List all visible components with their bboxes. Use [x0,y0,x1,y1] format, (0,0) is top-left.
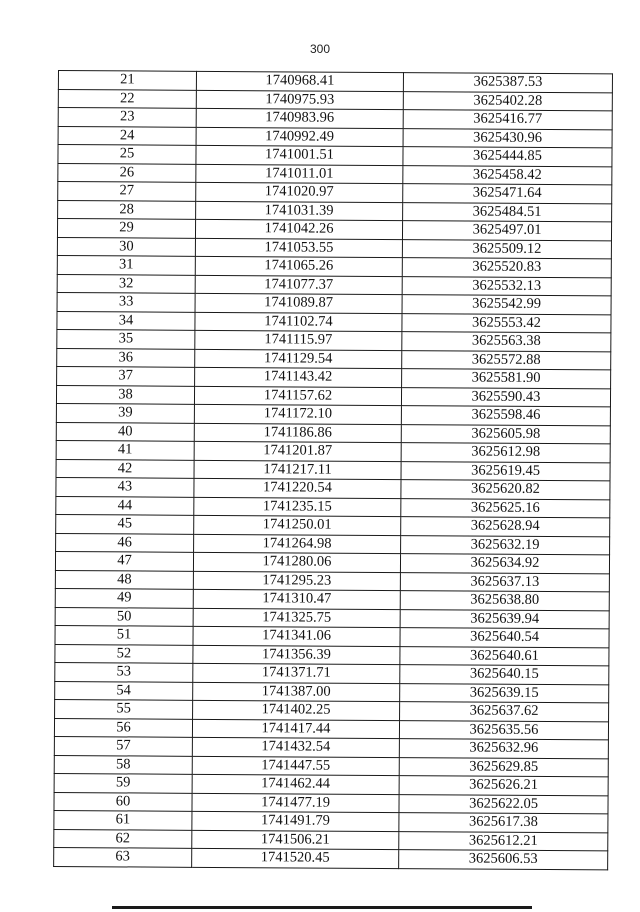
y-coordinate-cell: 3625458.42 [403,165,612,185]
point-number-cell: 38 [56,385,194,404]
y-coordinate-cell: 3625520.83 [402,258,611,278]
point-number-cell: 42 [56,459,194,478]
x-coordinate-cell: 1741280.06 [193,552,400,572]
y-coordinate-cell: 3625430.96 [403,128,612,148]
y-coordinate-cell: 3625640.15 [400,665,609,685]
y-coordinate-cell: 3625532.13 [402,276,611,296]
x-coordinate-cell: 1741447.55 [192,756,399,776]
x-coordinate-cell: 1741264.98 [194,534,401,554]
y-coordinate-cell: 3625640.54 [400,628,609,648]
y-coordinate-cell: 3625637.62 [400,702,609,722]
coordinates-table-body [54,71,613,870]
point-number-cell: 58 [54,755,192,774]
x-coordinate-cell: 1741129.54 [195,349,402,369]
point-number-cell: 45 [56,514,194,533]
y-coordinate-cell: 3625484.51 [403,202,612,222]
y-coordinate-cell: 3625628.94 [401,517,610,537]
point-number-cell: 37 [57,366,195,385]
x-coordinate-cell: 1741011.01 [196,164,403,184]
x-coordinate-cell: 1740983.96 [196,108,403,128]
x-coordinate-cell: 1741250.01 [194,515,401,535]
point-number-cell: 34 [57,311,195,330]
x-coordinate-cell: 1741115.97 [195,330,402,350]
point-number-cell: 61 [54,810,192,829]
point-number-cell: 36 [57,348,195,367]
x-coordinate-cell: 1741341.06 [193,626,400,646]
point-number-cell: 49 [55,588,193,607]
x-coordinate-cell: 1741031.39 [196,201,403,221]
y-coordinate-cell: 3625629.85 [399,757,608,777]
y-coordinate-cell: 3625638.80 [400,591,609,611]
point-number-cell: 62 [54,829,192,848]
point-number-cell: 51 [55,625,193,644]
y-coordinate-cell: 3625637.13 [400,572,609,592]
y-coordinate-cell: 3625402.28 [403,91,612,111]
x-coordinate-cell: 1740975.93 [196,90,403,110]
x-coordinate-cell: 1741186.86 [194,423,401,443]
x-coordinate-cell: 1741065.26 [195,256,402,276]
page-number: 300 [309,42,331,56]
point-number-cell: 52 [55,644,193,663]
y-coordinate-cell: 3625581.90 [402,369,611,389]
point-number-cell: 57 [54,736,192,755]
x-coordinate-cell: 1741371.71 [193,663,400,683]
y-coordinate-cell: 3625572.88 [402,350,611,370]
point-number-cell: 41 [56,440,194,459]
point-number-cell: 54 [55,681,193,700]
x-coordinate-cell: 1741220.54 [194,478,401,498]
x-coordinate-cell: 1741143.42 [195,367,402,387]
point-number-cell: 43 [56,477,194,496]
point-number-cell: 59 [54,773,192,792]
point-number-cell: 55 [55,699,193,718]
x-coordinate-cell: 1741053.55 [195,238,402,258]
point-number-cell: 39 [56,403,194,422]
y-coordinate-cell: 3625590.43 [401,387,610,407]
point-number-cell: 23 [58,108,196,127]
y-coordinate-cell: 3625612.98 [401,443,610,463]
coordinates-table [53,70,613,870]
point-number-cell: 28 [58,200,196,219]
y-coordinate-cell: 3625542.99 [402,295,611,315]
point-number-cell: 63 [54,847,192,866]
coordinates-table-wrapper [53,70,612,870]
x-coordinate-cell: 1741402.25 [193,700,400,720]
x-coordinate-cell: 1741157.62 [194,386,401,406]
point-number-cell: 31 [57,255,195,274]
x-coordinate-cell: 1741217.11 [194,460,401,480]
point-number-cell: 46 [56,533,194,552]
y-coordinate-cell: 3625632.19 [401,535,610,555]
y-coordinate-cell: 3625509.12 [402,239,611,259]
x-coordinate-cell: 1741042.26 [195,219,402,239]
x-coordinate-cell: 1740992.49 [196,127,403,147]
y-coordinate-cell: 3625612.21 [399,831,608,851]
x-coordinate-cell: 1741325.75 [193,608,400,628]
y-coordinate-cell: 3625387.53 [403,73,612,93]
x-coordinate-cell: 1741077.37 [195,275,402,295]
x-coordinate-cell: 1741001.51 [196,145,403,165]
x-coordinate-cell: 1741295.23 [193,571,400,591]
y-coordinate-cell: 3625626.21 [399,776,608,796]
x-coordinate-cell: 1741477.19 [192,793,399,813]
point-number-cell: 40 [56,422,194,441]
y-coordinate-cell: 3625471.64 [403,184,612,204]
x-coordinate-cell: 1741310.47 [193,589,400,609]
x-coordinate-cell: 1741356.39 [193,645,400,665]
point-number-cell: 35 [57,329,195,348]
point-number-cell: 25 [58,145,196,164]
point-number-cell: 56 [54,718,192,737]
y-coordinate-cell: 3625640.61 [400,646,609,666]
y-coordinate-cell: 3625497.01 [402,221,611,241]
y-coordinate-cell: 3625634.92 [400,554,609,574]
y-coordinate-cell: 3625416.77 [403,110,612,130]
x-coordinate-cell: 1741506.21 [192,830,399,850]
y-coordinate-cell: 3625617.38 [399,813,608,833]
y-coordinate-cell: 3625605.98 [401,424,610,444]
y-coordinate-cell: 3625444.85 [403,147,612,167]
x-coordinate-cell: 1740968.41 [196,71,403,91]
point-number-cell: 22 [58,89,196,108]
point-number-cell: 32 [57,274,195,293]
y-coordinate-cell: 3625553.42 [402,313,611,333]
y-coordinate-cell: 3625635.56 [399,720,608,740]
point-number-cell: 48 [55,570,193,589]
x-coordinate-cell: 1741201.87 [194,441,401,461]
y-coordinate-cell: 3625619.45 [401,461,610,481]
point-number-cell: 24 [58,126,196,145]
y-coordinate-cell: 3625639.94 [400,609,609,629]
x-coordinate-cell: 1741235.15 [194,497,401,517]
point-number-cell: 29 [57,219,195,238]
x-coordinate-cell: 1741172.10 [194,404,401,424]
point-number-cell: 26 [58,163,196,182]
y-coordinate-cell: 3625632.96 [399,739,608,759]
x-coordinate-cell: 1741020.97 [196,182,403,202]
x-coordinate-cell: 1741417.44 [192,719,399,739]
point-number-cell: 60 [54,792,192,811]
x-coordinate-cell: 1741387.00 [193,682,400,702]
point-number-cell: 47 [55,551,193,570]
point-number-cell: 21 [58,71,196,90]
x-coordinate-cell: 1741520.45 [192,848,399,868]
y-coordinate-cell: 3625563.38 [402,332,611,352]
point-number-cell: 44 [56,496,194,515]
page-bottom-edge [112,906,532,909]
point-number-cell: 27 [58,182,196,201]
y-coordinate-cell: 3625598.46 [401,406,610,426]
point-number-cell: 53 [55,662,193,681]
table-row [54,847,608,869]
point-number-cell: 33 [57,292,195,311]
y-coordinate-cell: 3625606.53 [399,850,608,870]
y-coordinate-cell: 3625622.05 [399,794,608,814]
x-coordinate-cell: 1741491.79 [192,811,399,831]
x-coordinate-cell: 1741432.54 [192,737,399,757]
y-coordinate-cell: 3625625.16 [401,498,610,518]
x-coordinate-cell: 1741102.74 [195,312,402,332]
y-coordinate-cell: 3625620.82 [401,480,610,500]
point-number-cell: 30 [57,237,195,256]
x-coordinate-cell: 1741462.44 [192,774,399,794]
x-coordinate-cell: 1741089.87 [195,293,402,313]
point-number-cell: 50 [55,607,193,626]
y-coordinate-cell: 3625639.15 [400,683,609,703]
